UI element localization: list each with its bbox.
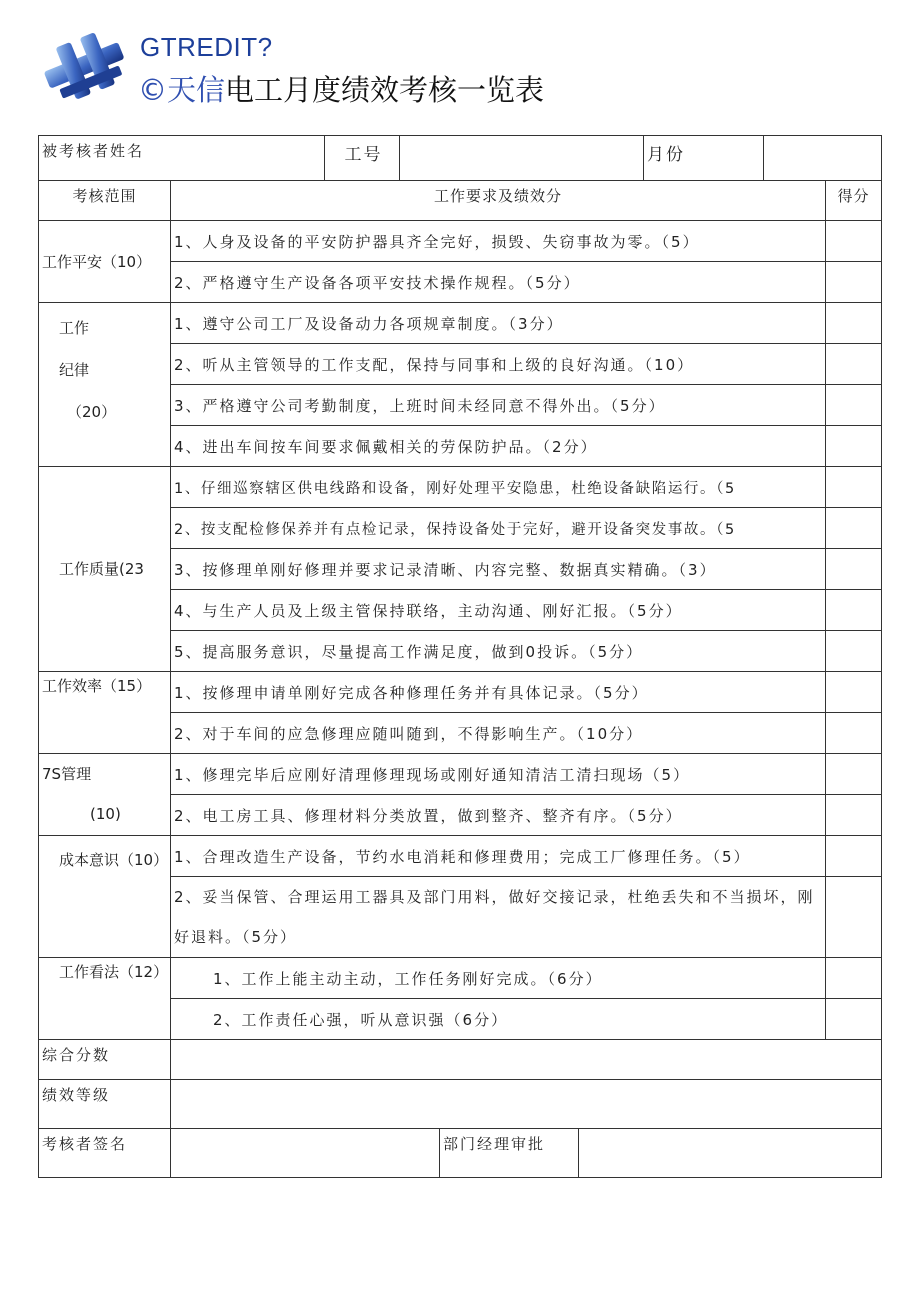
score-cell[interactable] <box>826 221 882 262</box>
manager-label: 部门经理审批 <box>440 1129 579 1178</box>
requirement-item: 2、严格遵守生产设备各项平安技术操作规程。（5分） <box>171 262 826 303</box>
category-discipline <box>39 303 171 467</box>
total-label: 综合分数 <box>39 1040 171 1080</box>
score-cell[interactable] <box>826 426 882 467</box>
table-row <box>39 303 882 344</box>
requirement-item: 1、修理完毕后应刚好清理修理现场或刚好通知清洁工清扫现场（5） <box>171 754 826 795</box>
score-cell[interactable] <box>826 590 882 631</box>
score-cell[interactable] <box>826 999 882 1040</box>
assessor-label: 考核者签名 <box>39 1129 171 1178</box>
title-main: 电工月度绩效考核一览表 <box>225 73 545 107</box>
manager-approval-cell[interactable] <box>579 1129 882 1178</box>
requirement-item: 4、进出车间按车间要求佩戴相关的劳保防护品。（2分） <box>171 426 826 467</box>
table-row <box>39 958 882 999</box>
score-cell[interactable] <box>826 467 882 508</box>
signature-row <box>39 1129 882 1178</box>
category-safety: 工作平安（10） <box>39 221 171 303</box>
table-row <box>39 836 882 877</box>
category-quality: 工作质量(23 <box>39 467 171 672</box>
title-prefix: ©天信 <box>138 73 226 107</box>
table-row <box>39 221 882 262</box>
assessment-table <box>38 135 882 1178</box>
category-line: 工作 <box>59 319 90 337</box>
column-header-row <box>39 181 882 221</box>
category-attitude: 工作看法（12） <box>39 958 171 1040</box>
name-label: 被考核者姓名 <box>39 136 325 181</box>
grade-label: 绩效等级 <box>39 1080 171 1129</box>
document-header <box>36 28 636 118</box>
requirements-header: 工作要求及绩效分 <box>171 181 826 221</box>
requirement-item: 1、人身及设备的平安防护器具齐全完好，损毁、失窃事故为零。（5） <box>171 221 826 262</box>
score-cell[interactable] <box>826 508 882 549</box>
score-cell[interactable] <box>826 713 882 754</box>
requirement-item: 1、工作上能主动主动，工作任务刚好完成。（6分） <box>171 958 826 999</box>
company-logo-icon <box>36 28 136 108</box>
score-cell[interactable] <box>826 385 882 426</box>
score-header: 得分 <box>826 181 882 221</box>
requirement-item: 2、工作责任心强，听从意识强（6分） <box>171 999 826 1040</box>
month-value-cell[interactable] <box>764 136 882 181</box>
requirement-item: 1、仔细巡察辖区供电线路和设备，刚好处理平安隐患，杜绝设备缺陷运行。（5 <box>171 467 826 508</box>
requirement-item: 2、按支配检修保养并有点检记录，保持设备处于完好，避开设备突发事故。（5 <box>171 508 826 549</box>
scope-header: 考核范围 <box>39 181 171 221</box>
requirement-item: 1、按修理申请单刚好完成各种修理任务并有具体记录。（5分） <box>171 672 826 713</box>
requirement-item: 3、按修理单刚好修理并要求记录清晰、内容完整、数据真实精确。（3） <box>171 549 826 590</box>
requirement-item: 3、严格遵守公司考勤制度，上班时间未经同意不得外出。（5分） <box>171 385 826 426</box>
score-cell[interactable] <box>826 877 882 958</box>
requirement-item: 2、妥当保管、合理运用工器具及部门用料，做好交接记录，杜绝丢失和不当损坏，刚好退料。（5分） <box>171 877 826 958</box>
table-row <box>39 754 882 795</box>
score-cell[interactable] <box>826 672 882 713</box>
requirement-item: 5、提高服务意识，尽量提高工作满足度，做到0投诉。（5分） <box>171 631 826 672</box>
score-cell[interactable] <box>826 344 882 385</box>
score-cell[interactable] <box>826 795 882 836</box>
category-line: 7S管理 <box>42 765 92 783</box>
score-cell[interactable] <box>826 958 882 999</box>
grade-value-cell[interactable] <box>171 1080 882 1129</box>
id-label: 工号 <box>325 136 400 181</box>
page-title <box>138 68 544 109</box>
category-line: （20） <box>67 403 117 421</box>
id-value-cell[interactable] <box>400 136 644 181</box>
score-cell[interactable] <box>826 262 882 303</box>
score-cell[interactable] <box>826 303 882 344</box>
info-row <box>39 136 882 181</box>
score-cell[interactable] <box>826 754 882 795</box>
category-efficiency: 工作效率（15） <box>39 672 171 754</box>
table-row <box>39 672 882 713</box>
assessor-signature-cell[interactable] <box>171 1129 440 1178</box>
requirement-item: 2、电工房工具、修理材料分类放置，做到整齐、整齐有序。（5分） <box>171 795 826 836</box>
score-cell[interactable] <box>826 631 882 672</box>
requirement-item: 1、遵守公司工厂及设备动力各项规章制度。（3分） <box>171 303 826 344</box>
category-cost: 成本意识（10） <box>39 836 171 958</box>
category-line: (10) <box>90 805 121 823</box>
score-cell[interactable] <box>826 836 882 877</box>
table-row <box>39 467 882 508</box>
requirement-item: 2、对于车间的应急修理应随叫随到，不得影响生产。（10分） <box>171 713 826 754</box>
total-value-cell[interactable] <box>171 1040 882 1080</box>
category-line: 纪律 <box>59 361 90 379</box>
grade-row <box>39 1080 882 1129</box>
total-row <box>39 1040 882 1080</box>
requirement-item: 1、合理改造生产设备，节约水电消耗和修理费用；完成工厂修理任务。（5） <box>171 836 826 877</box>
requirement-item: 2、听从主管领导的工作支配，保持与同事和上级的良好沟通。（10） <box>171 344 826 385</box>
month-label: 月份 <box>644 136 764 181</box>
score-cell[interactable] <box>826 549 882 590</box>
category-7s <box>39 754 171 836</box>
requirement-item: 4、与生产人员及上级主管保持联络，主动沟通、刚好汇报。（5分） <box>171 590 826 631</box>
brand-name: GTREDIT? <box>140 32 273 62</box>
